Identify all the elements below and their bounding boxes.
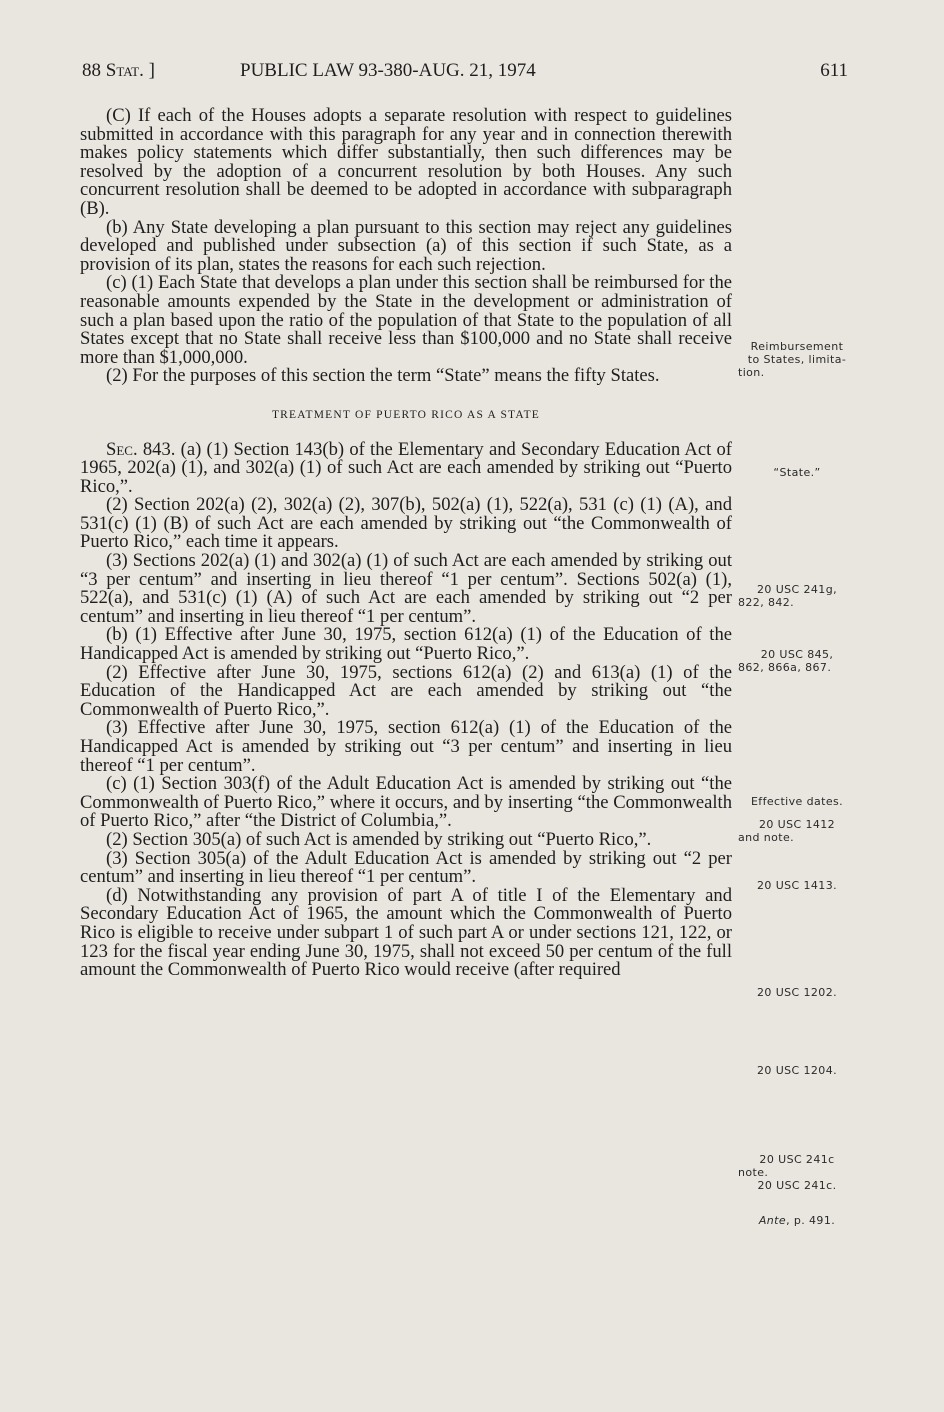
paragraph-b-reject-guidelines: (b) Any State developing a plan pursuant to this section may reject any guidelines developed and published under subsection (a) of this section if such State, as a provision of its plan, states the reasons for each such rejection.: [80, 216, 732, 275]
margin-note-effective-dates: [738, 795, 856, 808]
law-title: PUBLIC LAW 93-380-AUG. 21, 1974: [240, 60, 536, 81]
margin-note-reimbursement: [738, 340, 856, 379]
margin-note-ante: [738, 1214, 856, 1227]
section-abbrev: Sec.: [106, 438, 138, 460]
margin-note-line: Effective dates.: [750, 795, 844, 808]
paragraph-c1-adult-education: (c) (1) Section 303(f) of the Adult Education Act is amended by striking out “the Commonwealth of Puerto Rico,” where it occurs, and by inserting “the Commonwealth of Puerto Rico,” after “the District of Columbia,”.: [80, 773, 732, 832]
margin-note-line: to States, limita-: [747, 353, 847, 366]
margin-note-usc-1204: [738, 1064, 856, 1077]
margin-note-line: 862, 866a, 867.: [738, 661, 832, 674]
margin-note-usc-845: [738, 648, 856, 674]
margin-note-line: 20 USC 241c.: [757, 1179, 837, 1192]
page-number: 611: [820, 60, 848, 81]
margin-note-line: 20 USC 241c: [759, 1153, 835, 1166]
paragraph-sec-843-a1: [80, 438, 732, 497]
paragraph-b3: (3) Effective after June 30, 1975, section 612(a) (1) of the Education of the Handicapped Act is amended by striking out “3 per centum” and inserting in lieu thereof “1 per centum”.: [80, 717, 732, 776]
section-heading: TREATMENT OF PUERTO RICO AS A STATE: [271, 408, 541, 421]
paragraph-b1: (b) (1) Effective after June 30, 1975, section 612(a) (1) of the Education of the Handicapped Act is amended by striking out “Puerto Rico,”.: [80, 624, 732, 665]
paragraph-b2: (2) Effective after June 30, 1975, sections 612(a) (2) and 613(a) (1) of the Education of the Handicapped Act are each amended by striking out “the Commonwealth of Puerto Rico,”.: [80, 661, 732, 720]
volume-reference: 88 Stat. ]: [82, 60, 155, 81]
paragraph-a3: (3) Sections 202(a) (1) and 302(a) (1) of such Act are each amended by striking out “3 per centum” and inserting in lieu thereof “1 per centum”. Sections 502(a) (1), 522(a), and 531(c) (1) (A) of such Act are each amended by striking out “2 per centum” and inserting in lieu thereof “1 per centum”.: [80, 550, 732, 627]
margin-note-line: 20 USC 241g,: [757, 583, 837, 596]
paragraph-c-concurrent-resolution: (C) If each of the Houses adopts a separate resolution with respect to guidelines submitted in accordance with this paragraph for any year and in connection therewith makes policy statements which differ substantially, then such differences may be resolved by the adoption of a concurrent resolution by both Houses. Any such concurrent resolution shall be deemed to be adopted in accordance with subparagraph (B).: [80, 105, 732, 219]
paragraph-c3-section-305: (3) Section 305(a) of the Adult Education Act is amended by striking out “2 per centum” and inserting in lieu thereof “1 per centum”.: [80, 847, 732, 888]
margin-note-usc-241c: [738, 1153, 856, 1192]
page-header: [82, 60, 848, 88]
margin-note-line: 20 USC 1204.: [757, 1064, 837, 1077]
body-text: [80, 107, 732, 980]
margin-note-line: Reimbursement: [750, 340, 844, 353]
margin-note-usc-241g: [738, 583, 856, 609]
margin-note-state: [738, 466, 856, 479]
margin-note-line: “State.”: [773, 466, 821, 479]
paragraph-c1-reimbursement: (c) (1) Each State that develops a plan under this section shall be reimbursed for the reasonable amounts expended by the State in the development or administration of such a plan based upon the ratio of the population of that State to the population of all States except that no State shall receive less than $100,000 and no State shall receive more than $1,000,000.: [80, 272, 732, 368]
margin-note-line: 20 USC 845,: [760, 648, 834, 661]
paragraph-c2-section-305: (2) Section 305(a) of such Act is amended by striking out “Puerto Rico,”.: [106, 828, 652, 850]
margin-note-line: 20 USC 1202.: [757, 986, 837, 999]
ante-page: , p. 491.: [786, 1214, 836, 1227]
margin-note-line: note.: [738, 1166, 769, 1179]
margin-note-usc-1202: [738, 986, 856, 999]
paragraph-c2-state-definition: (2) For the purposes of this section the term “State” means the fifty States.: [106, 365, 660, 387]
margin-note-line: 20 USC 1413.: [757, 879, 837, 892]
sec-843-a1-text: 843. (a) (1) Section 143(b) of the Elementary and Secondary Education Act of 1965, 202(a) (1), and 302(a) (1) of such Act are each amended by striking out “Puerto Rico,”.: [80, 438, 732, 497]
margin-note-line: [738, 1214, 856, 1227]
margin-note-line: 822, 842.: [738, 596, 795, 609]
ante-italic: Ante: [758, 1214, 787, 1227]
margin-note-line: 20 USC 1412: [758, 818, 836, 831]
paragraph-a2: (2) Section 202(a) (2), 302(a) (2), 307(b), 502(a) (1), 522(a), 531 (c) (1) (A), and 531(c) (1) (B) of such Act are each amended by striking out “the Commonwealth of Puerto Rico,” each time it appears.: [80, 494, 732, 553]
margin-note-usc-1413: [738, 879, 856, 892]
margin-note-line: tion.: [738, 366, 765, 379]
paragraph-d-notwithstanding: (d) Notwithstanding any provision of part A of title I of the Elementary and Secondary Education Act of 1965, the amount which the Commonwealth of Puerto Rico is eligible to receive under subpart 1 of such part A or under sections 121, 122, or 123 for the fiscal year ending June 30, 1975, shall not exceed 50 per centum of the full amount the Commonwealth of Puerto Rico would receive (after required: [80, 884, 732, 981]
margin-note-usc-1412: [738, 818, 856, 844]
margin-note-line: and note.: [738, 831, 795, 844]
